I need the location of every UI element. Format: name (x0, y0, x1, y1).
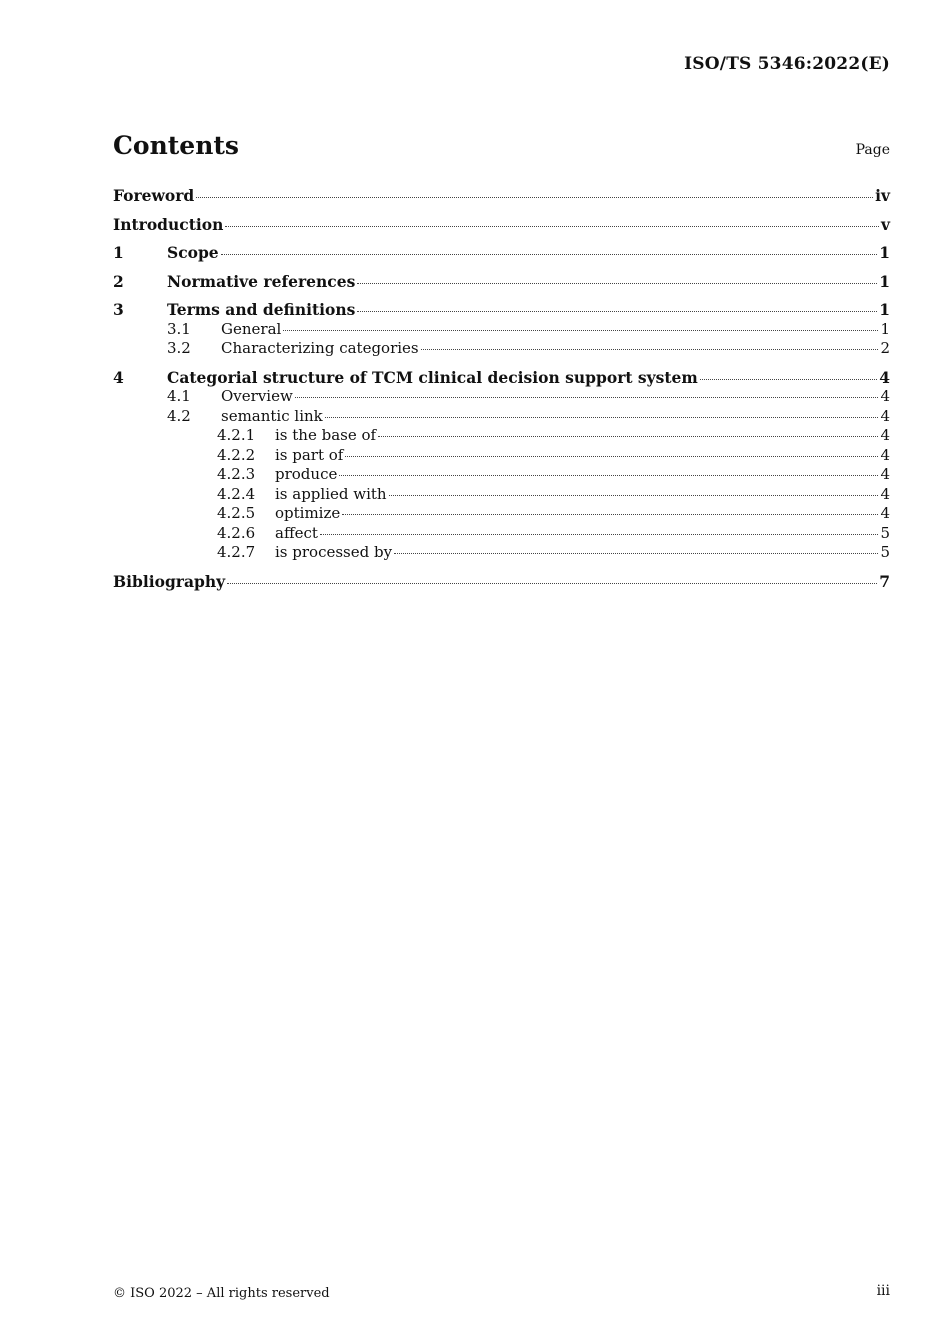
copyright-notice: © ISO 2022 – All rights reserved (113, 1286, 330, 1301)
toc-entry-number: 4.2.4 (217, 484, 256, 503)
dot-leader (221, 253, 878, 255)
toc-entry-title: Bibliography (113, 571, 226, 591)
toc-heading: Contents (113, 131, 240, 160)
toc-entry-page: 4 (880, 504, 890, 522)
dot-leader (389, 494, 879, 496)
toc-entry-number: 2 (113, 271, 124, 291)
toc-entry-number: 4.2.5 (217, 504, 256, 522)
toc-entry-foreword[interactable] (113, 186, 890, 206)
toc-entry-title: affect (275, 523, 318, 542)
toc-entry-page: 7 (879, 571, 890, 591)
toc-entry-page: 5 (880, 523, 890, 542)
dot-leader (421, 348, 879, 350)
toc-entry-number: 4.2.3 (217, 465, 256, 483)
toc-entry-page: 4 (880, 426, 890, 444)
toc-entry-produce[interactable] (113, 465, 890, 485)
toc-entry-title: Characterizing categories (221, 339, 419, 357)
toc-entry-number: 4.2.7 (217, 543, 256, 561)
toc-entry-page: 4 (880, 465, 890, 483)
toc-entry-page: 5 (880, 543, 890, 561)
dot-leader (342, 513, 878, 515)
toc-entry-number: 4.2.1 (217, 426, 256, 444)
dot-leader (345, 455, 878, 457)
dot-leader (295, 396, 879, 398)
toc-entry-title: Scope (167, 243, 219, 262)
dot-leader (225, 225, 879, 227)
toc-entry-title: General (221, 319, 282, 338)
toc-entry-number: 3.1 (167, 319, 191, 338)
toc-entry-categorial-structure[interactable] (113, 368, 890, 388)
toc-entry-title: Introduction (113, 214, 224, 234)
toc-entry-page: v (880, 214, 890, 234)
toc-entry-title: semantic link (221, 406, 323, 425)
dot-leader (700, 378, 877, 380)
toc-entry-number: 4.2.6 (217, 523, 256, 542)
toc-entry-page: 1 (879, 271, 890, 291)
dot-leader (196, 196, 873, 198)
toc-entry-page: 4 (880, 406, 890, 425)
toc-entry-is-applied-with[interactable] (113, 485, 890, 505)
toc-entry-terms-and-definitions[interactable] (113, 300, 890, 320)
toc-entry-page: 1 (879, 243, 890, 262)
toc-entry-title: Terms and definitions (167, 300, 356, 319)
toc-entry-number: 4.2 (167, 406, 191, 425)
dot-leader (227, 582, 877, 584)
toc-entry-title: produce (275, 465, 338, 483)
toc-entry-title: Categorial structure of TCM clinical decision support system (167, 367, 698, 387)
toc-entry-number: 4.2.2 (217, 445, 256, 464)
toc-entry-page: 1 (879, 300, 890, 319)
toc-entry-characterizing-categories[interactable] (113, 339, 890, 359)
document-identifier: ISO/TS 5346:2022(E) (684, 54, 890, 74)
toc-entry-semantic-link[interactable] (113, 407, 890, 427)
dot-leader (357, 282, 877, 284)
toc-entry-title: Foreword (113, 186, 195, 205)
dot-leader (378, 435, 878, 437)
toc-entry-page: iv (875, 186, 890, 205)
toc-entry-page: 4 (880, 484, 890, 503)
dot-leader (357, 310, 877, 312)
toc-entry-overview[interactable] (113, 387, 890, 407)
toc-entry-page: 4 (880, 445, 890, 464)
toc-entry-normative-references[interactable] (113, 272, 890, 292)
toc-entry-page: 2 (880, 339, 890, 357)
toc-entry-title: is the base of (275, 426, 377, 444)
page-column-label: Page (855, 142, 890, 158)
toc-entry-number: 4.1 (167, 387, 191, 405)
toc-entry-number: 4 (113, 367, 124, 387)
toc-entry-number: 1 (113, 243, 124, 262)
toc-entry-is-the-base-of[interactable] (113, 426, 890, 446)
table-of-contents (113, 186, 890, 591)
toc-entry-title: is applied with (275, 484, 387, 503)
toc-entry-title: is part of (275, 445, 344, 464)
toc-entry-number: 3 (113, 300, 124, 319)
dot-leader (283, 329, 878, 331)
toc-entry-title: is processed by (275, 543, 393, 561)
toc-entry-page: 4 (879, 367, 890, 387)
toc-entry-is-processed-by[interactable] (113, 543, 890, 563)
dot-leader (339, 474, 878, 476)
dot-leader (320, 533, 879, 535)
page-number: iii (876, 1283, 890, 1299)
toc-entry-optimize[interactable] (113, 504, 890, 524)
toc-entry-bibliography[interactable] (113, 572, 890, 592)
toc-entry-title: Overview (221, 387, 293, 405)
dot-leader (394, 552, 878, 554)
toc-entry-is-part-of[interactable] (113, 446, 890, 466)
toc-entry-title: optimize (275, 504, 341, 522)
toc-entry-page: 1 (880, 319, 890, 338)
toc-entry-affect[interactable] (113, 524, 890, 544)
toc-entry-title: Normative references (167, 271, 356, 291)
toc-entry-general[interactable] (113, 320, 890, 340)
dot-leader (325, 416, 879, 418)
toc-entry-number: 3.2 (167, 339, 191, 357)
toc-entry-introduction[interactable] (113, 215, 890, 235)
toc-entry-page: 4 (880, 387, 890, 405)
toc-entry-scope[interactable] (113, 243, 890, 263)
